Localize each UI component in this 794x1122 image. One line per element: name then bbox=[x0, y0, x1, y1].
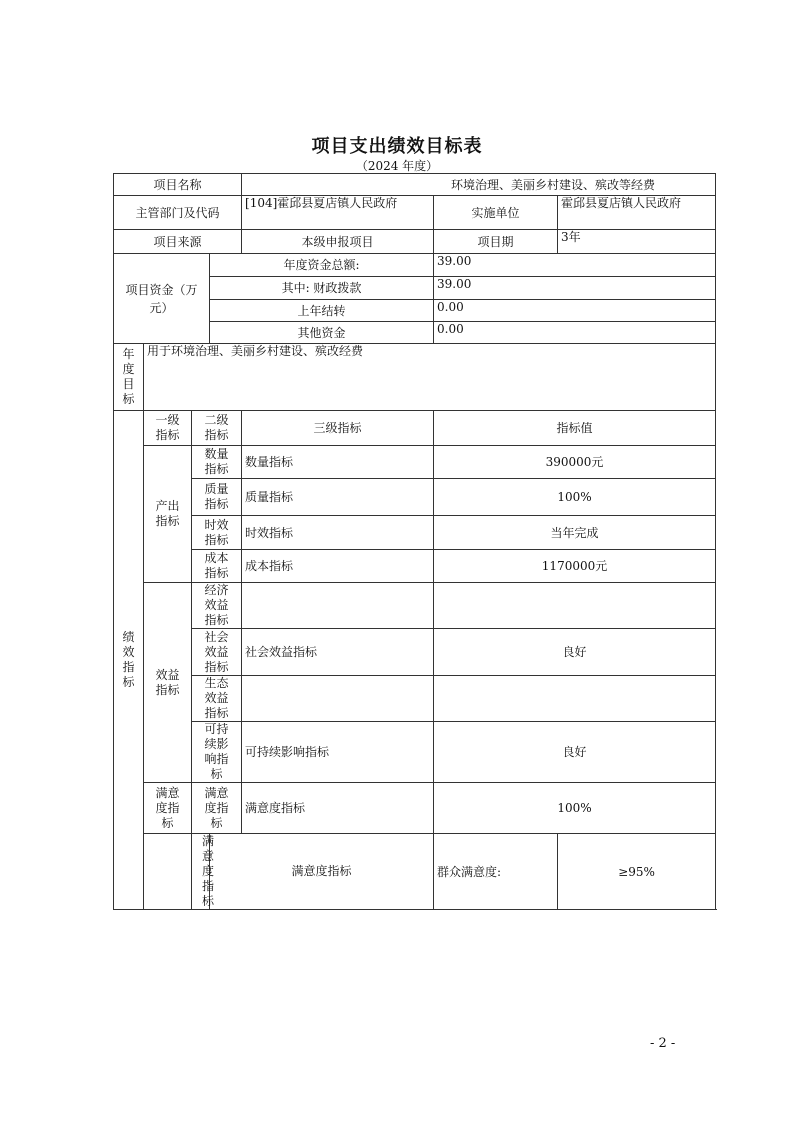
header-level3: 三级指标 bbox=[242, 411, 434, 446]
funds-carryover-label: 上年结转 bbox=[210, 300, 434, 322]
performance-section-label: 绩效指标 bbox=[114, 411, 144, 910]
benefit-value: 良好 bbox=[434, 629, 716, 676]
benefit-level3 bbox=[242, 583, 434, 629]
benefit-level3: 社会效益指标 bbox=[242, 629, 434, 676]
benefit-value bbox=[434, 583, 716, 629]
dept-label: 主管部门及代码 bbox=[114, 196, 242, 230]
source-value: 本级申报项目 bbox=[242, 230, 434, 254]
benefit-level2: 生态效益指标 bbox=[192, 676, 242, 722]
funds-total-value: 39.00 bbox=[434, 254, 716, 277]
output-level3: 时效指标 bbox=[242, 516, 434, 550]
output-level3: 数量指标 bbox=[242, 446, 434, 479]
output-value: 当年完成 bbox=[434, 516, 716, 550]
period-label: 项目期 bbox=[434, 230, 558, 254]
period-value: 3年 bbox=[558, 230, 716, 254]
funds-fiscal-value: 39.00 bbox=[434, 277, 716, 300]
satisfaction-indicator-label: 满意度指标 bbox=[144, 783, 192, 834]
impl-unit-label: 实施单位 bbox=[434, 196, 558, 230]
funds-fiscal-label: 其中: 财政拨款 bbox=[210, 277, 434, 300]
header-value: 指标值 bbox=[434, 411, 716, 446]
benefit-level2: 经济效益指标 bbox=[192, 583, 242, 629]
project-name-value: 环境治理、美丽乡村建设、殡改等经费 bbox=[242, 174, 716, 196]
benefit-level3 bbox=[242, 676, 434, 722]
annual-goal-label: 年度目标 bbox=[114, 344, 144, 411]
output-value: 390000元 bbox=[434, 446, 716, 479]
extra-level1: 满意度指标 bbox=[192, 834, 210, 910]
extra-value: ≥95% bbox=[558, 834, 716, 910]
page-subtitle: （2024 年度） bbox=[355, 159, 439, 173]
funds-label: 项目资金（万元） bbox=[114, 254, 210, 344]
extra-level3: 群众满意度: bbox=[434, 834, 558, 910]
funds-other-value: 0.00 bbox=[434, 322, 716, 344]
dept-value: [104]霍邱县夏店镇人民政府 bbox=[242, 196, 434, 230]
output-level2: 数量指标 bbox=[192, 446, 242, 479]
header-level1: 一级指标 bbox=[144, 411, 192, 446]
benefit-indicator-label: 效益指标 bbox=[144, 583, 192, 783]
project-name-label: 项目名称 bbox=[114, 174, 242, 196]
output-value: 1170000元 bbox=[434, 550, 716, 583]
page-title: 项目支出绩效目标表 bbox=[311, 136, 483, 157]
benefit-value bbox=[434, 676, 716, 722]
extra-level2: 满意度指标 bbox=[210, 834, 434, 910]
source-label: 项目来源 bbox=[114, 230, 242, 254]
benefit-level3: 可持续影响指标 bbox=[242, 722, 434, 783]
satisfaction-level3: 满意度指标 bbox=[242, 783, 434, 834]
output-level2: 质量指标 bbox=[192, 479, 242, 516]
funds-total-label: 年度资金总额: bbox=[210, 254, 434, 277]
extra-row-blank-cell bbox=[144, 834, 192, 910]
output-level3: 质量指标 bbox=[242, 479, 434, 516]
benefit-level2: 可持续影响指标 bbox=[192, 722, 242, 783]
impl-unit-value: 霍邱县夏店镇人民政府 bbox=[558, 196, 716, 230]
page-number: - 2 - bbox=[650, 1036, 676, 1051]
header-level2: 二级指标 bbox=[192, 411, 242, 446]
output-level2: 成本指标 bbox=[192, 550, 242, 583]
benefit-value: 良好 bbox=[434, 722, 716, 783]
output-level3: 成本指标 bbox=[242, 550, 434, 583]
funds-other-label: 其他资金 bbox=[210, 322, 434, 344]
satisfaction-level2: 满意度指标 bbox=[192, 783, 242, 834]
performance-target-table bbox=[113, 173, 716, 910]
output-level2: 时效指标 bbox=[192, 516, 242, 550]
benefit-level2: 社会效益指标 bbox=[192, 629, 242, 676]
output-indicator-label: 产出指标 bbox=[144, 446, 192, 583]
output-value: 100% bbox=[434, 479, 716, 516]
funds-carryover-value: 0.00 bbox=[434, 300, 716, 322]
satisfaction-value: 100% bbox=[434, 783, 716, 834]
annual-goal-text: 用于环境治理、美丽乡村建设、殡改经费 bbox=[144, 344, 716, 411]
